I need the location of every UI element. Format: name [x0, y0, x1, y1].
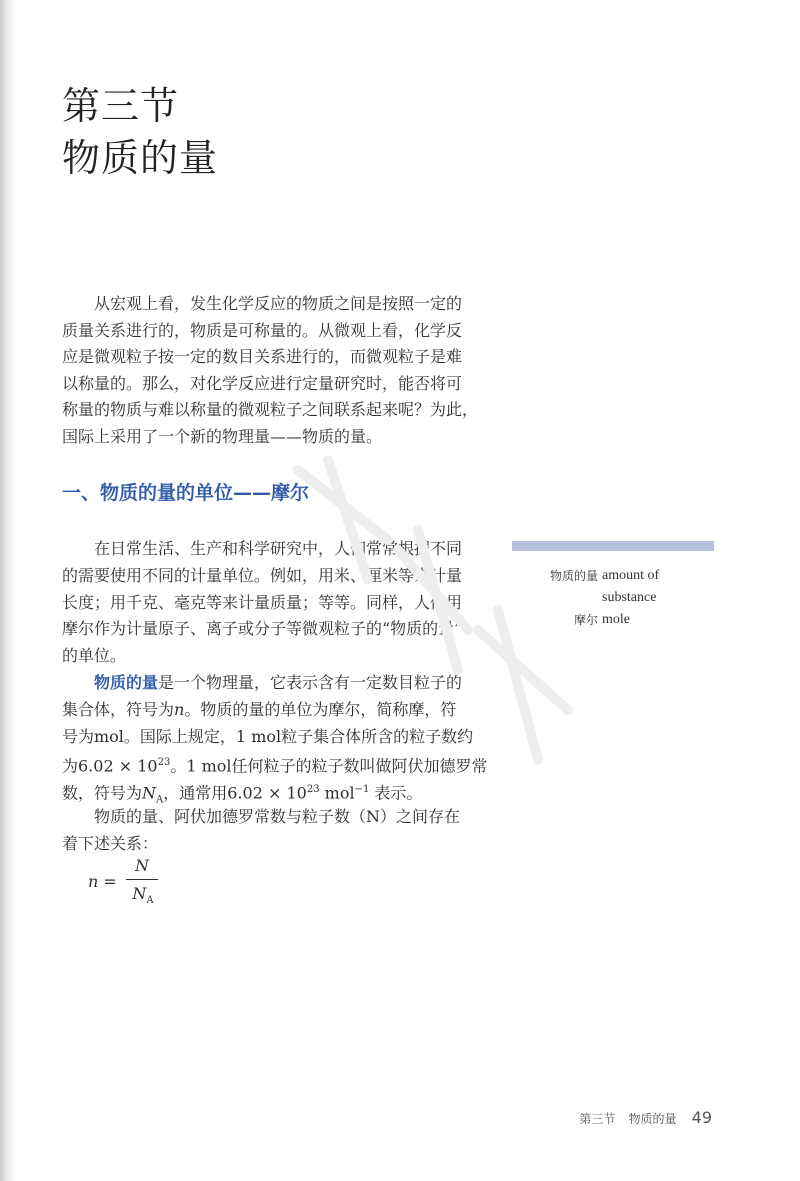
glossary-header-bar	[512, 541, 714, 551]
denominator-symbol: N	[132, 884, 147, 903]
intro-line: 国际上采用了一个新的物理量——物质的量。	[62, 426, 383, 446]
body-line: 着下述关系：	[62, 833, 159, 853]
body-text: mol	[319, 783, 355, 803]
glossary-sidebar	[512, 541, 714, 631]
footer-section: 第三节	[579, 1112, 616, 1126]
intro-line: 从宏观上看，发生化学反应的物质之间是按照一定的	[94, 294, 463, 313]
footer-title: 物质的量	[628, 1112, 677, 1126]
page-gutter-shadow	[0, 0, 16, 1181]
section-heading: 一、物质的量的单位——摩尔	[62, 482, 310, 504]
page-footer	[579, 1108, 712, 1127]
symbol-NA: N	[142, 783, 157, 803]
definition-line	[62, 750, 502, 777]
glossary-term-zh: 物质的量	[549, 569, 598, 583]
definition-line	[62, 697, 502, 724]
glossary-row	[512, 587, 714, 609]
body-line: 号为mol。国际上规定，1 mol粒子集合体所含的粒子数约	[62, 726, 474, 746]
intro-line: 质量关系进行的，物质是可称量的。从微观上看，化学反	[62, 320, 463, 340]
body-line: 物质的量、阿伏加德罗常数与粒子数（N）之间存在	[94, 806, 461, 826]
glossary-term-en: amount of	[602, 568, 660, 583]
fraction-bar	[126, 879, 158, 880]
body-text: 集合体，符号为	[62, 699, 175, 719]
glossary-term-zh: 摩尔	[573, 613, 598, 627]
mole-formula	[88, 856, 198, 926]
body-text: 为6.02 × 10	[62, 756, 158, 776]
key-term: 物质的量	[94, 672, 159, 692]
exponent: −1	[354, 784, 370, 796]
intro-line: 应是微观粒子按一定的数目关系进行的，而微观粒子是难	[62, 347, 463, 366]
body-text: 是一个物理量，它表示含有一定数目粒子的	[158, 672, 463, 692]
intro-paragraph	[62, 291, 492, 450]
body-text: 数，符号为	[62, 783, 143, 803]
definition-line	[62, 670, 502, 697]
body-text: 表示。	[369, 783, 423, 803]
formula-numerator: N	[135, 856, 149, 875]
intro-line: 以称量的。那么，对化学反应进行定量研究时，能否将可	[62, 373, 463, 393]
section-body	[62, 536, 502, 858]
body-line: 的单位。	[62, 646, 127, 666]
formula-lhs: n =	[88, 872, 117, 891]
chapter-title: 物质的量	[62, 136, 219, 180]
body-text: 。物质的量的单位为摩尔，简称摩，符	[184, 699, 457, 719]
glossary-row	[512, 609, 714, 631]
glossary-row	[512, 565, 714, 587]
exponent: 23	[306, 784, 320, 796]
symbol-n: n	[174, 699, 185, 719]
glossary-term-en: substance	[602, 590, 657, 605]
page-number: 49	[691, 1108, 712, 1127]
body-line: 的需要使用不同的计量单位。例如，用米、厘米等来计量	[62, 565, 463, 585]
formula-denominator	[126, 884, 160, 906]
body-line: 在日常生活、生产和科学研究中，人们常常根据不同	[94, 539, 463, 558]
body-line: 摩尔作为计量原子、离子或分子等微观粒子的“物质的量”	[62, 619, 463, 639]
body-text: ，通常用6.02 × 10	[163, 783, 307, 803]
subscript: A	[146, 895, 154, 907]
subscript: A	[156, 794, 164, 806]
definition-line	[62, 777, 502, 804]
body-line: 长度；用千克、毫克等来计量质量；等等。同样，人们用	[62, 592, 463, 612]
glossary-term-en: mole	[602, 612, 630, 627]
chapter-heading	[62, 80, 218, 184]
exponent: 23	[157, 757, 171, 769]
body-text: 。1 mol任何粒子的粒子数叫做阿伏加德罗常	[170, 756, 488, 776]
intro-line: 称量的物质与难以称量的微观粒子之间联系起来呢？为此，	[62, 400, 479, 419]
chapter-number: 第三节	[62, 84, 180, 128]
